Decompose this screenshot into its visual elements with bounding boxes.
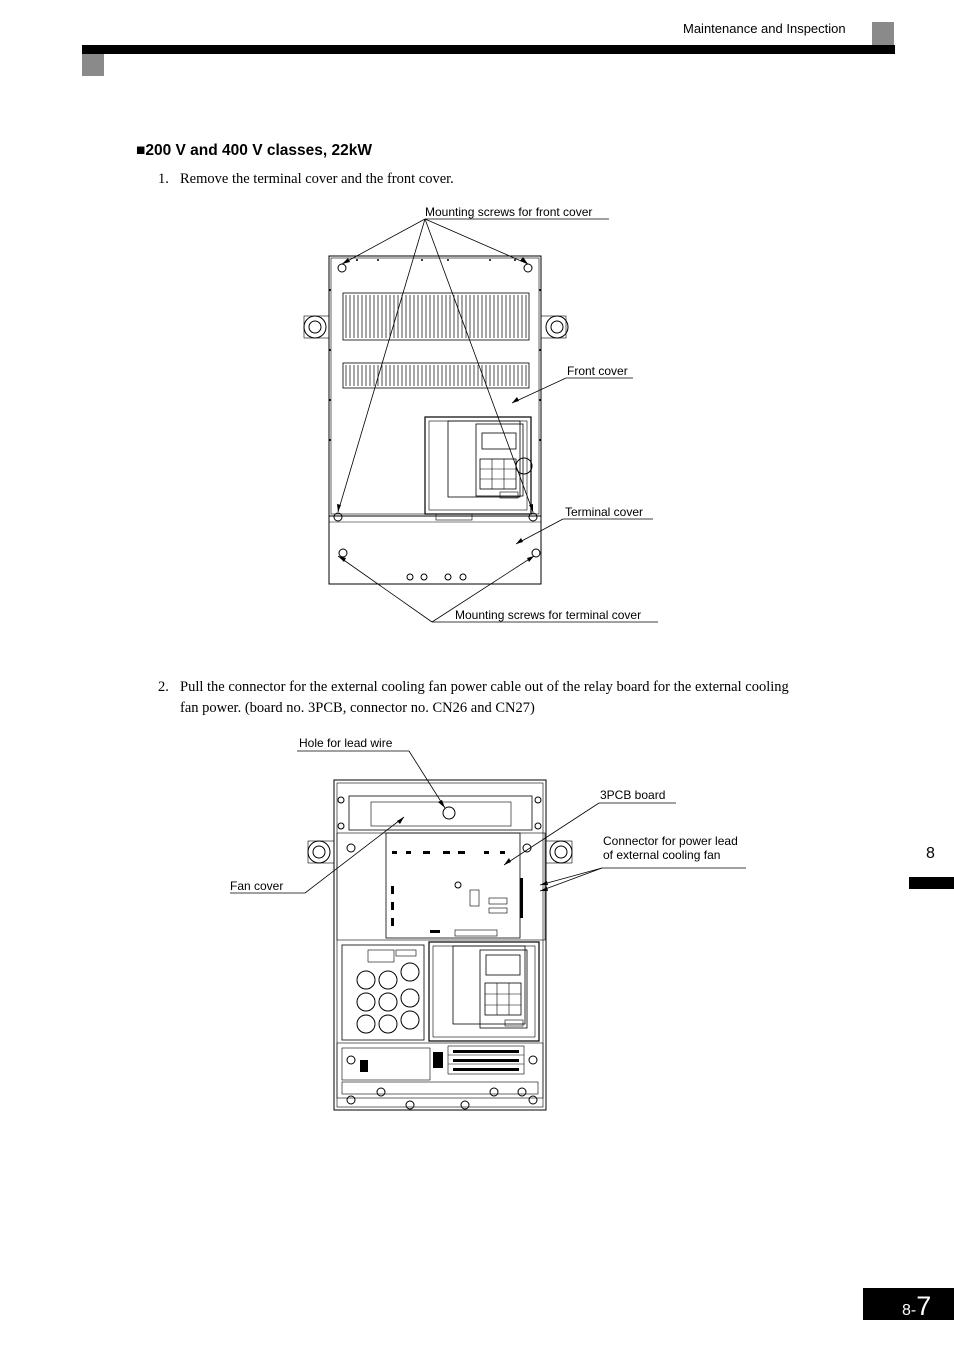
step-text-line-2: fan power. (board no. 3PCB, connector no. CN26 and CN27) bbox=[180, 700, 535, 716]
page-number-prefix: 8- bbox=[902, 1302, 917, 1319]
section-title: ■200 V and 400 V classes, 22kW bbox=[136, 142, 372, 159]
label-connector-line-1: Connector for power lead bbox=[603, 834, 738, 848]
running-header: Maintenance and Inspection bbox=[683, 21, 846, 36]
label-3pcb-board: 3PCB board bbox=[600, 788, 666, 802]
label-hole-lead-wire: Hole for lead wire bbox=[299, 736, 393, 750]
page-number bbox=[902, 1288, 931, 1329]
label-terminal-cover: Terminal cover bbox=[565, 505, 644, 519]
step-text: Remove the terminal cover and the front cover. bbox=[180, 171, 454, 187]
label-connector-line-2: of external cooling fan bbox=[603, 848, 721, 862]
step-text-line-1: Pull the connector for the external cooling fan power cable out of the relay board for the external cooling bbox=[180, 679, 789, 695]
label-fan-cover: Fan cover bbox=[230, 879, 284, 893]
label-front-screws: Mounting screws for front cover bbox=[425, 205, 593, 219]
page-number-value: 7 bbox=[916, 1291, 932, 1321]
lead-wire-hole bbox=[443, 807, 455, 819]
step-number: 1. bbox=[158, 171, 169, 187]
label-front-cover: Front cover bbox=[567, 364, 628, 378]
chapter-tab-number: 8 bbox=[926, 845, 935, 862]
label-terminal-screws: Mounting screws for terminal cover bbox=[455, 608, 642, 622]
3pcb-board bbox=[386, 833, 520, 938]
chapter-tab-bar bbox=[909, 877, 954, 889]
step-number: 2. bbox=[158, 679, 169, 695]
